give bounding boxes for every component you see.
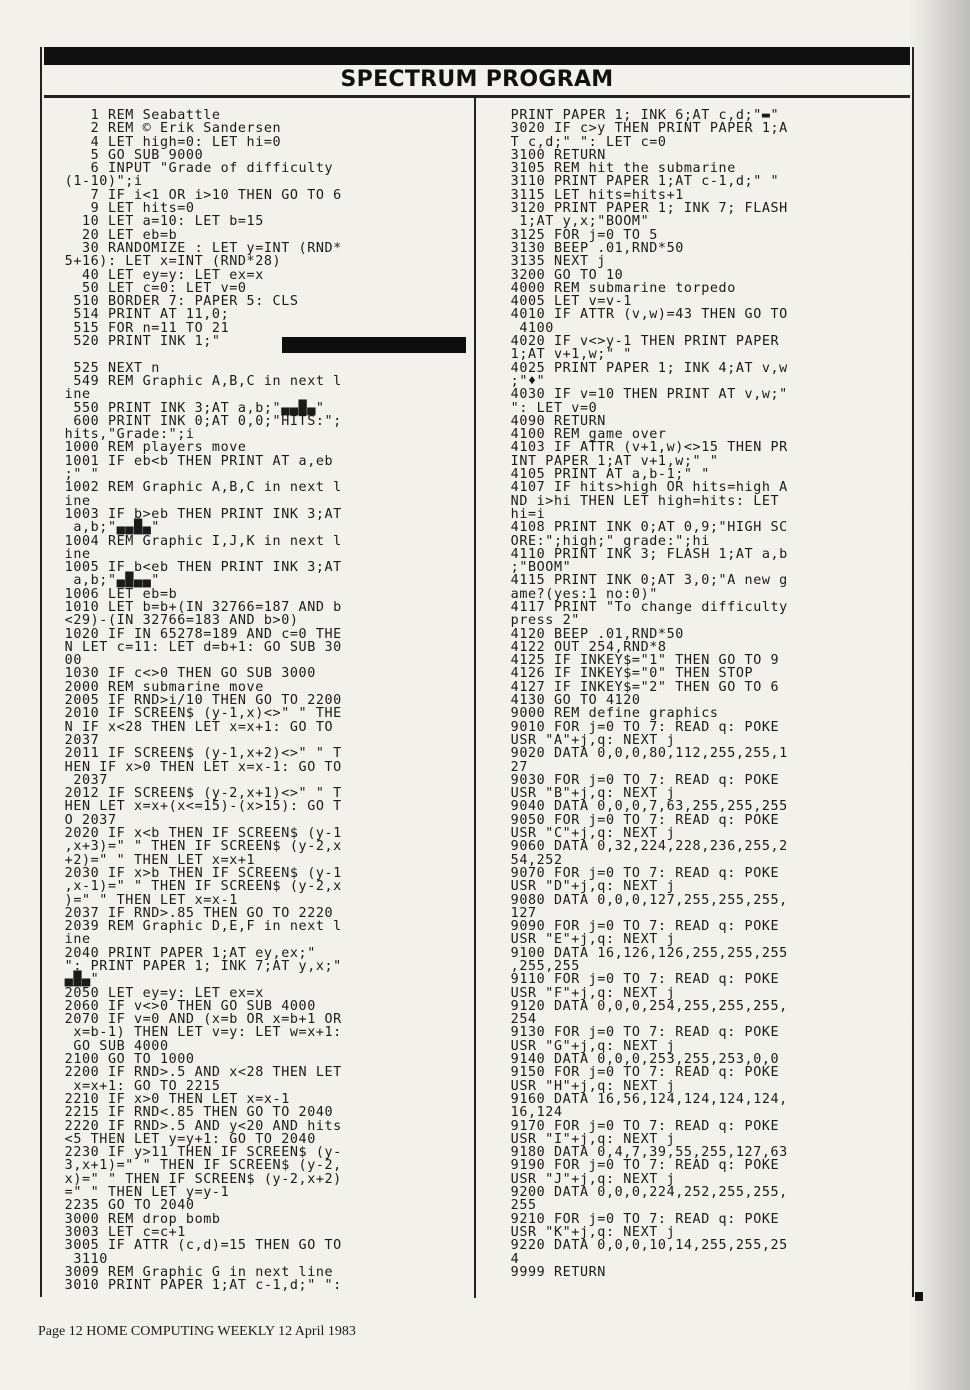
- listing-left-column: 1 REM Seabattle 2 REM © Erik Sandersen 4 LET high=0: LET hi=0 5 GO SUB 9000 6 INPUT "Grade of difficulty (1-10)";i 7 IF i<1 OR i>10 THEN GO TO 6 9 LET hits=0 10 LET a=10: LET b=15 20 LET eb=b 30 RANDOMIZE : LET y=INT (RND* 5+16): LET x=INT (RND*28) 40 LET ey=y: LET ex=x 50 LET c=0: LET v=0 510 BORDER 7: PAPER 5: CLS 514 PRINT AT 11,0; 515 FOR n=11 TO 21 520 PRINT INK 1;" 525 NEXT n 549 REM Graphic A,B,C in next l ine 550 PRINT INK 3;AT a,b;"▄▄█▄" 600 PRINT INK 0;AT 0,0;"HITS:"; hits,"Grade:";i 1000 REM players move 1001 IF eb<b THEN PRINT AT a,eb ;" " 1002 REM Graphic A,B,C in next l ine 1003 IF b>eb THEN PRINT INK 3;AT a,b;"▄▄█▄" 1004 REM Graphic I,J,K in next l ine 1005 IF b<eb THEN PRINT INK 3;AT a,b;"▄█▄▄" 1006 LET eb=b 1010 LET b=b+(IN 32766=187 AND b <29)-(IN 32766=183 AND b>0) 1020 IF IN 65278=189 AND c=0 THE N LET c=11: LET d=b+1: GO SUB 30 00 1030 IF c<>0 THEN GO SUB 3000 2000 REM submarine move 2005 IF RND>i/10 THEN GO TO 2200 2010 IF SCREEN$ (y-1,x)<>" " THE N IF x<28 THEN LET x=x+1: GO TO 2037 2011 IF SCREEN$ (y-1,x+2)<>" " T HEN IF x>0 THEN LET x=x-1: GO TO 2037 2012 IF SCREEN$ (y-2,x+1)<>" " T HEN LET x=x+(x<=15)-(x>15): GO T O 2037 2020 IF x<b THEN IF SCREEN$ (y-1 ,x+3)=" " THEN IF SCREEN$ (y-2,x +2)=" " THEN LET x=x+1 2030 IF x>b THEN IF SCREEN$ (y-1 ,x-1)=" " THEN IF SCREEN$ (y-2,x )=" " THEN LET x=x-1 2037 IF RND>.85 THEN GO TO 2220 2039 REM Graphic D,E,F in next l ine 2040 PRINT PAPER 1;AT ey,ex;" ": PRINT PAPER 1; INK 7;AT y,x;" ▄█▄" 2050 LET ey=y: LET ex=x 2060 IF v<>0 THEN GO SUB 4000 2070 IF v=0 AND (x=b OR x=b+1 OR x=b-1) THEN LET v=y: LET w=x+1: GO SUB 4000 2100 GO TO 1000 2200 IF RND>.5 AND x<28 THEN LET x=x+1: GO TO 2215 2210 IF x>0 THEN LET x=x-1 2215 IF RND<.85 THEN GO TO 2040 2220 IF RND>.5 AND y<20 AND hits <5 THEN LET y=y+1: GO TO 2040 2230 IF y>11 THEN IF SCREEN$ (y- 3,x+1)=" " THEN IF SCREEN$ (y-2, x)=" " THEN IF SCREEN$ (y-2,x+2) =" " THEN LET y=y-1 2235 GO TO 2040 3000 REM drop bomb 3003 LET c=c+1 3005 IF ATTR (c,d)=15 THEN GO TO 3110 3009 REM Graphic G in next line 3010 PRINT PAPER 1;AT c-1,d;" ":: [64, 108, 342, 1294]
- column-divider: [474, 98, 476, 1298]
- left-border: [40, 47, 42, 1297]
- listing-right-column: PRINT PAPER 1; INK 6;AT c,d;"▬" 3020 IF c>y THEN PRINT PAPER 1;A T c,d;" ": LET c=0 3100 RETURN 3105 REM hit the submarine 3110 PRINT PAPER 1;AT c-1,d;" " 3115 LET hits=hits+1 3120 PRINT PAPER 1; INK 7; FLASH 1;AT y,x;"BOOM" 3125 FOR j=0 TO 5 3130 BEEP .01,RND*50 3135 NEXT j 3200 GO TO 10 4000 REM submarine torpedo 4005 LET v=v-1 4010 IF ATTR (v,w)=43 THEN GO TO 4100 4020 IF v<>y-1 THEN PRINT PAPER 1;AT v+1,w;" " 4025 PRINT PAPER 1; INK 4;AT v,w ;"♦" 4030 IF v=10 THEN PRINT AT v,w;" ": LET v=0 4090 RETURN 4100 REM game over 4103 IF ATTR (v+1,w)<>15 THEN PR INT PAPER 1;AT v+1,w;" " 4105 PRINT AT a,b-1;" " 4107 IF hits>high OR hits=high A ND i>hi THEN LET high=hits: LET hi=i 4108 PRINT INK 0;AT 0,9;"HIGH SC ORE:";high;" grade:";hi 4110 PRINT INK 3; FLASH 1;AT a,b ;"BOOM" 4115 PRINT INK 0;AT 3,0;"A new g ame?(yes:1 no:0)" 4117 PRINT "To change difficulty press 2" 4120 BEEP .01,RND*50 4122 OUT 254,RND*8 4125 IF INKEY$="1" THEN GO TO 9 4126 IF INKEY$="0" THEN STOP 4127 IF INKEY$="2" THEN GO TO 6 4130 GO TO 4120 9000 REM define graphics 9010 FOR j=0 TO 7: READ q: POKE USR "A"+j,q: NEXT j 9020 DATA 0,0,0,80,112,255,255,1 27 9030 FOR j=0 TO 7: READ q: POKE USR "B"+j,q: NEXT j 9040 DATA 0,0,0,7,63,255,255,255 9050 FOR j=0 TO 7: READ q: POKE USR "C"+j,q: NEXT j 9060 DATA 0,32,224,228,236,255,2 54,252 9070 FOR j=0 TO 7: READ q: POKE USR "D"+j,q: NEXT j 9080 DATA 0,0,0,127,255,255,255, 127 9090 FOR j=0 TO 7: READ q: POKE USR "E"+j,q: NEXT j 9100 DATA 16,126,126,255,255,255 ,255,255 9110 FOR j=0 TO 7: READ q: POKE USR "F"+j,q: NEXT j 9120 DATA 0,0,0,254,255,255,255, 254 9130 FOR j=0 TO 7: READ q: POKE USR "G"+j,q: NEXT j 9140 DATA 0,0,0,253,255,253,0,0 9150 FOR j=0 TO 7: READ q: POKE USR "H"+j,q: NEXT j 9160 DATA 16,56,124,124,124,124, 16,124 9170 FOR j=0 TO 7: READ q: POKE USR "I"+j,q: NEXT j 9180 DATA 0,4,7,39,55,255,127,63 9190 FOR j=0 TO 7: READ q: POKE USR "J"+j,q: NEXT j 9200 DATA 0,0,0,224,252,255,255, 255 9210 FOR j=0 TO 7: READ q: POKE USR "K"+j,q: NEXT j 9220 DATA 0,0,0,10,14,255,255,25 4 9999 RETURN: [510, 108, 788, 1280]
- graphics-bar: [282, 337, 466, 353]
- page-footer: Page 12 HOME COMPUTING WEEKLY 12 April 1983: [38, 1324, 356, 1339]
- page-title: SPECTRUM PROGRAM: [340, 67, 614, 92]
- header-bar: [44, 47, 910, 65]
- page-edge-shadow: [910, 0, 970, 1390]
- end-mark: [915, 1292, 923, 1301]
- right-border: [912, 47, 914, 1297]
- title-underline: [44, 95, 910, 98]
